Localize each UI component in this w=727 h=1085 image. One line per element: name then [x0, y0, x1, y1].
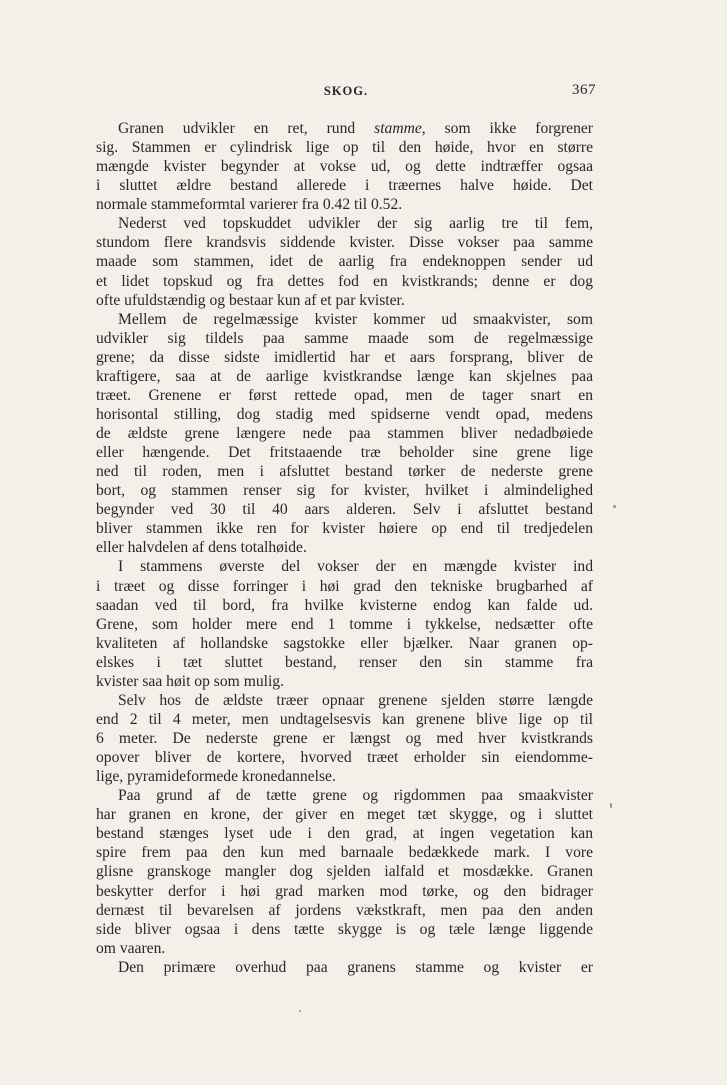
text-line: udvikler sig tildels paa samme maade som de regelmæssige — [96, 329, 593, 347]
text-line: har granen en krone, der giver en meget tæt skygge, og i sluttet — [96, 806, 593, 824]
text-line: Grene, som holder mere end 1 tomme i tykkelse, nedsætter ofte — [96, 615, 593, 633]
scan-speck — [613, 505, 616, 508]
text-line: de ældste grene længere nede paa stammen bliver nedadbøiede — [96, 425, 593, 442]
text-segment: Granen udvikler en ret, rund — [118, 120, 375, 137]
running-title: SKOG. — [323, 84, 369, 98]
text-line: stundom flere krandsvis siddende kvister. Disse vokser paa samme — [96, 234, 593, 252]
text-line: ned til roden, men i afsluttet bestand tørker de nederste grene — [96, 463, 593, 481]
page-header — [96, 80, 596, 102]
text-line: om vaaren. — [96, 939, 166, 957]
text-line: Paa grund af de tætte grene og rigdommen paa smaakvister — [118, 787, 593, 805]
scan-speck — [299, 1010, 301, 1012]
italic-term: stamme, — [374, 120, 426, 137]
text-line: 6 meter. De nederste grene er længst og med hver kvistkrands — [96, 730, 593, 747]
text-line: Nederst ved topskuddet udvikler der sig aarlig tre til fem, — [118, 215, 593, 233]
scan-speck — [610, 803, 612, 808]
text-line: begynder ved 30 til 40 aars alderen. Selv i afsluttet bestand — [96, 501, 593, 519]
text-line: eller hængende. Det fritstaaende træ beholder sine grene lige — [96, 444, 593, 462]
body-text — [96, 119, 593, 977]
text-line: spire frem paa den kun med barnaale bedækkede mark. I vore — [96, 844, 593, 862]
text-line: saadan ved til bord, fra hvilke kvisterne endog kan falde ud. — [96, 596, 593, 614]
text-line: ofte ufuldstændig og bestaar kun af et par kvister. — [96, 291, 405, 309]
text-line: Den primære overhud paa granens stamme og kvister er — [118, 958, 593, 976]
text-line: bestand stænges lyset ude i den grad, at ingen vegetation kan — [96, 825, 593, 843]
text-line: dernæst til bevarelsen af jordens vækstkraft, men paa den anden — [96, 901, 593, 919]
text-line: horisontal stilling, dog stadig med spidserne vendt opad, medens — [96, 405, 593, 423]
text-line: eller halvdelen af dens totalhøide. — [96, 539, 307, 557]
text-line: et lidet topskud og fra dettes fod en kvistkrands; denne er dog — [96, 272, 593, 290]
text-line: bliver stammen ikke ren for kvister høiere op end til tredjedelen — [96, 520, 593, 538]
text-line: kraftigere, saa at de aarlige kvistkrandse længe kan skjelnes paa — [96, 367, 593, 385]
text-line: i træet og disse forringer i høi grad den tekniske brugbarhed af — [96, 577, 593, 595]
text-line: end 2 til 4 meter, men undtagelsesvis kan grenene blive lige op til — [96, 710, 593, 728]
text-line: Mellem de regelmæssige kvister kommer ud smaakvister, som — [118, 310, 593, 328]
text-line: sig. Stammen er cylindrisk lige op til den høide, hvor en større — [96, 139, 593, 157]
text-line: maade som stammen, idet de aarlig fra endeknoppen sender ud — [96, 253, 593, 271]
text-line: kvister saa høit op som mulig. — [96, 672, 284, 690]
text-line: træet. Grenene er først rettede opad, men de tager snart en — [96, 386, 593, 404]
text-line: grene; da disse sidste imidlertid har et aars forsprang, bliver de — [96, 348, 593, 366]
text-line: kvaliteten af hollandske sagstokke eller bjælker. Naar granen op- — [96, 634, 593, 652]
text-line: normale stammeformtal varierer fra 0.42 til 0.52. — [96, 196, 403, 214]
text-line: mængde kvister begynder at vokse ud, og dette indtræffer ogsaa — [96, 158, 593, 176]
text-line: side bliver ogsaa i dens tætte skygge is og tæle længe liggende — [96, 920, 593, 938]
text-segment: som ikke forgrener — [425, 120, 594, 137]
text-line: beskytter derfor i høi grad marken mod tørke, og den bidrager — [96, 882, 593, 900]
text-line: Selv hos de ældste træer opnaar grenene sjelden større længde — [118, 691, 593, 709]
text-line: I stammens øverste del vokser der en mængde kvister ind — [118, 558, 593, 576]
text-line: opover bliver de kortere, hvorved træet erholder sin eiendomme- — [96, 749, 593, 767]
text-line: elskes i tæt sluttet bestand, renser den sin stamme fra — [96, 653, 593, 671]
text-line: i sluttet ældre bestand allerede i træernes halve høide. Det — [96, 177, 593, 195]
text-line: lige, pyramideformede kronedannelse. — [96, 768, 336, 786]
page-number: 367 — [572, 82, 596, 98]
text-line: glisne granskoge mangler dog sjelden ialfald et mosdække. Granen — [96, 863, 593, 881]
text-line — [96, 119, 593, 138]
text-line: bort, og stammen renser sig for kvister, hvilket i almindelighed — [96, 482, 593, 500]
